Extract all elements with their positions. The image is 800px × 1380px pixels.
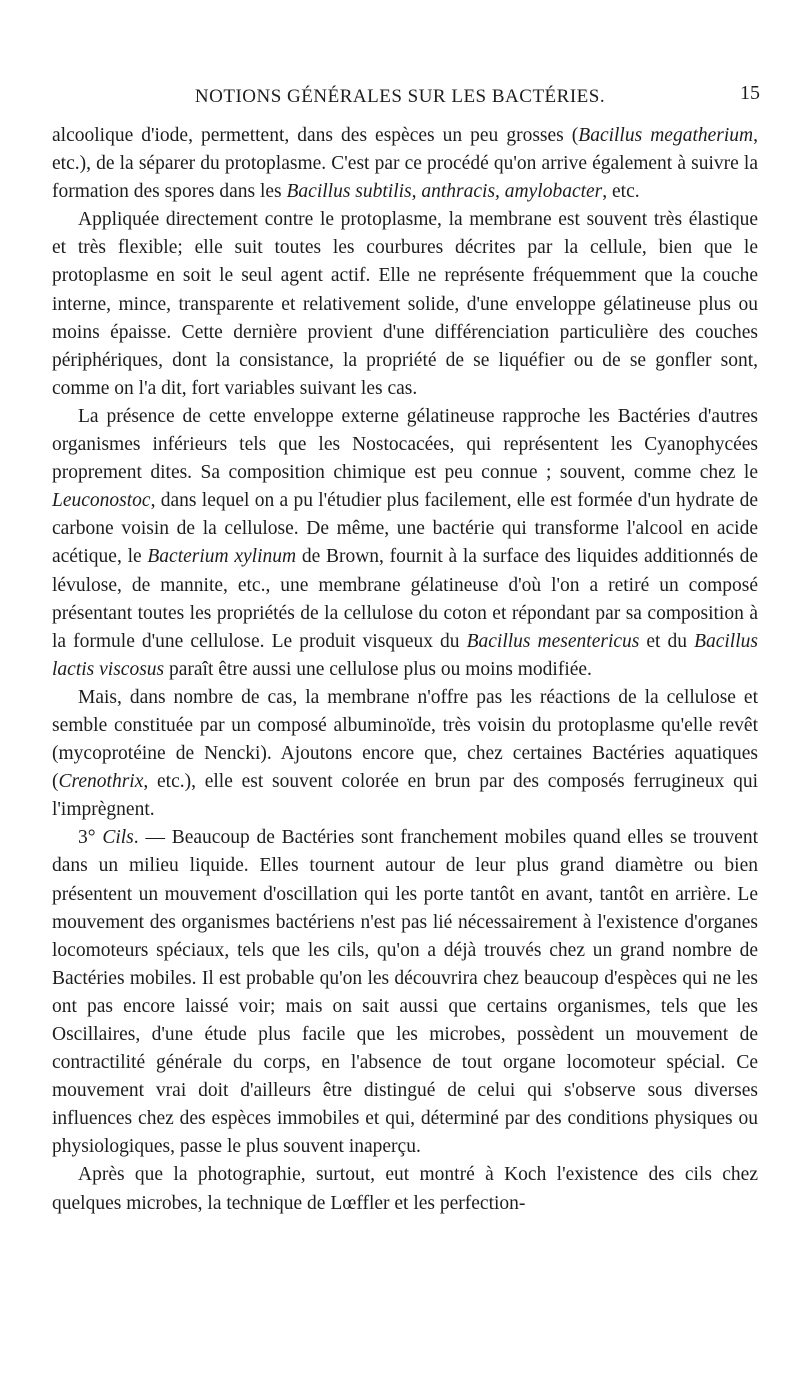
italic-text-run: Bacillus megatherium (578, 125, 754, 146)
text-run: , etc.), de la séparer du protoplasme. C'est par ce procédé qu'on arrive également à suivre la formation des spores dans les (52, 125, 758, 203)
paragraph (52, 824, 758, 1161)
text-run: de Brown, fournit à la surface des liquides additionnés de lévulose, de mannite, etc., une membrane gélatineuse d'où l'on a retiré un composé présentant toutes les propriétés de la cellulose du coton et répondant par sa composition à la formule d'une cellulose. Le produit visqueux du (52, 546, 758, 652)
text-run: , dans lequel on a pu l'étudier plus facilement, elle est formée d'un hydrate de carbone voisin de la cellulose. De même, une bactérie qui transforme l'alcool en acide acétique, le (52, 490, 758, 568)
italic-text-run: Crenothrix (58, 771, 144, 793)
text-run: 3° (78, 827, 103, 849)
page-number: 15 (740, 82, 760, 104)
text-run: , etc.), elle est souvent colorée en brun par des composés ferrugineux qui l'imprègnent. (52, 771, 758, 821)
paragraph (52, 122, 758, 206)
text-run: , etc. (602, 181, 640, 203)
italic-text-run: Bacillus lactis viscosus (52, 630, 758, 680)
text-run: Après que la photographie, surtout, eut montré à Koch l'existence des cils chez quelques microbes, la technique de Lœffler et les perfection- (52, 1164, 758, 1214)
paragraph (52, 206, 758, 403)
italic-text-run: Leuconostoc (52, 490, 151, 512)
text-run: . — Beaucoup de Bactéries sont franchement mobiles quand elles se trouvent dans un milieu liquide. Elles tournent autour de leur plus grand diamètre ou bien présentent un mouvement d'oscillation qui les porte tantôt en avant, tantôt en arrière. Le mouvement des organismes bactériens n'est pas lié nécessairement à l'existence d'organes locomoteurs spéciaux, tels que les cils, qu'on a déjà trouvés chez un grand nombre de Bactéries mobiles. Il est probable qu'on les découvrira chez beaucoup d'espèces qui ne les ont pas encore laissé voir; mais on sait aussi que certains organismes, tels que les Oscillaires, d'une étude plus facile que les microbes, possèdent un mouvement de contractilité générale du corps, en l'absence de tout organe locomoteur spécial. Ce mouvement vrai doit d'ailleurs être distingué de celui qui s'observe sous diverses influences chez des espèces immobiles et qui, déterminé par des conditions physiques ou physiologiques, passe le plus souvent inaperçu. (52, 827, 758, 1158)
italic-text-run: Bacterium xylinum (147, 546, 297, 568)
italic-text-run: Bacillus mesentericus (466, 630, 640, 652)
text-run: alcoolique d'iode, permettent, dans des espèces un peu grosses ( (52, 125, 579, 146)
paragraph (52, 684, 758, 824)
text-run: Appliquée directement contre le protoplasme, la membrane est souvent très élastique et très flexible; elle suit toutes les courbures décrites par la cellule, bien que le protoplasme en soit le seul agent actif. Elle ne représente fréquemment que la couche interne, mince, transparente et relativement solide, d'une enveloppe gélatineuse plus ou moins épaisse. Cette dernière provient d'une différenciation particulière des couches périphériques, dont la consistance, la propriété de se liquéfier ou de se gonfler sont, comme on l'a dit, fort variables suivant les cas. (52, 209, 758, 399)
text-run: La présence de cette enveloppe externe gélatineuse rapproche les Bactéries d'autres organismes inférieurs tels que les Nostocacées, qui représentent les Cyanophycées proprement dites. Sa composition chimique est peu connue ; souvent, comme chez le (52, 405, 758, 484)
paragraph (52, 1161, 758, 1217)
italic-text-run: Cils (102, 827, 134, 849)
text-run: paraît être aussi une cellulose plus ou moins modifiée. (164, 658, 592, 680)
running-title: NOTIONS GÉNÉRALES SUR LES BACTÉRIES. (194, 86, 606, 107)
paragraph (52, 403, 758, 684)
text-run: et du (639, 630, 695, 652)
running-head (0, 82, 800, 112)
body-text (52, 122, 758, 1218)
text-run: Mais, dans nombre de cas, la membrane n'offre pas les réactions de la cellulose et semble constituée par un composé albuminoïde, très voisin du protoplasme qu'elle revêt (mycoprotéine de Nencki). Ajoutons encore que, chez certaines Bactéries aquatiques ( (52, 686, 758, 793)
italic-text-run: Bacillus subtilis, anthracis, amylobacter (286, 181, 603, 203)
